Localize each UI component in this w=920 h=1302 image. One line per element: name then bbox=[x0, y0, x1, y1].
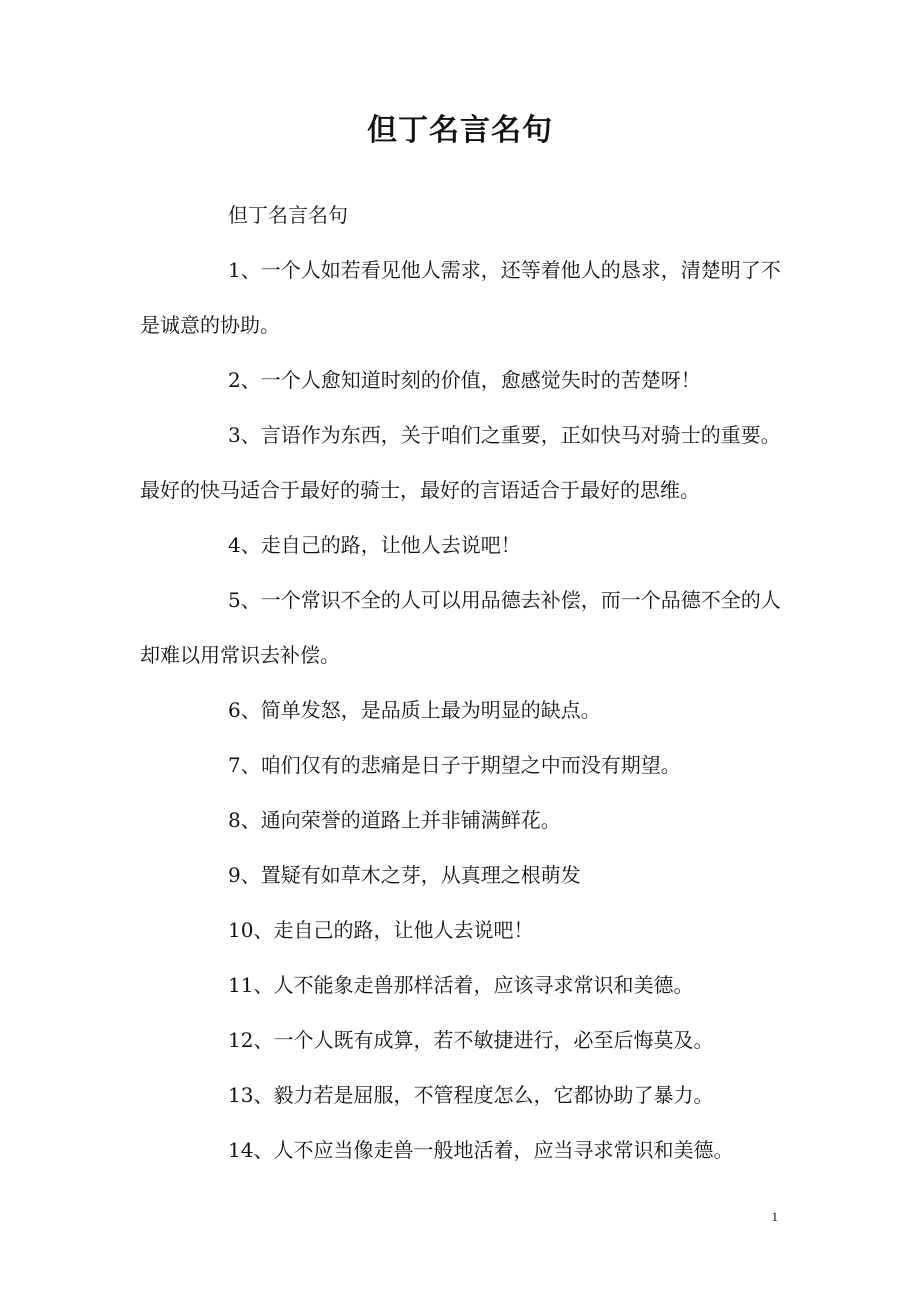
quote-3: 3、言语作为东西，关于咱们之重要，正如快马对骑士的重要。最好的快马适合于最好的骑士，最好的言语适合于最好的思维。 bbox=[140, 423, 781, 502]
page-number: 1 bbox=[771, 1209, 778, 1224]
quote-2: 2、一个人愈知道时刻的价值，愈感觉失时的苦楚呀！ bbox=[228, 368, 701, 392]
quote-4: 4、走自己的路，让他人去说吧！ bbox=[228, 533, 521, 557]
quote-10: 10、走自己的路，让他人去说吧！ bbox=[228, 918, 534, 942]
quote-6: 6、简单发怒，是品质上最为明显的缺点。 bbox=[228, 698, 601, 722]
quote-14: 14、人不应当像走兽一般地活着，应当寻求常识和美德。 bbox=[228, 1138, 734, 1162]
quote-8: 8、通向荣誉的道路上并非铺满鲜花。 bbox=[228, 808, 561, 832]
quote-11: 11、人不能象走兽那样活着，应该寻求常识和美德。 bbox=[228, 973, 694, 997]
quote-9: 9、置疑有如草木之芽，从真理之根萌发 bbox=[228, 863, 581, 887]
quote-12: 12、一个人既有成算，若不敏捷进行，必至后悔莫及。 bbox=[228, 1028, 714, 1052]
quote-7: 7、咱们仅有的悲痛是日子于期望之中而没有期望。 bbox=[228, 753, 681, 777]
quote-5: 5、一个常识不全的人可以用品德去补偿，而一个品德不全的人却难以用常识去补偿。 bbox=[140, 588, 781, 667]
quote-1: 1、一个人如若看见他人需求，还等着他人的恳求，清楚明了不是诚意的协助。 bbox=[140, 258, 781, 337]
document-title: 但丁名言名句 bbox=[367, 113, 553, 148]
paragraph-subtitle: 但丁名言名句 bbox=[228, 203, 348, 227]
quote-13: 13、毅力若是屈服，不管程度怎么，它都协助了暴力。 bbox=[228, 1083, 714, 1107]
document-body bbox=[140, 188, 790, 1178]
